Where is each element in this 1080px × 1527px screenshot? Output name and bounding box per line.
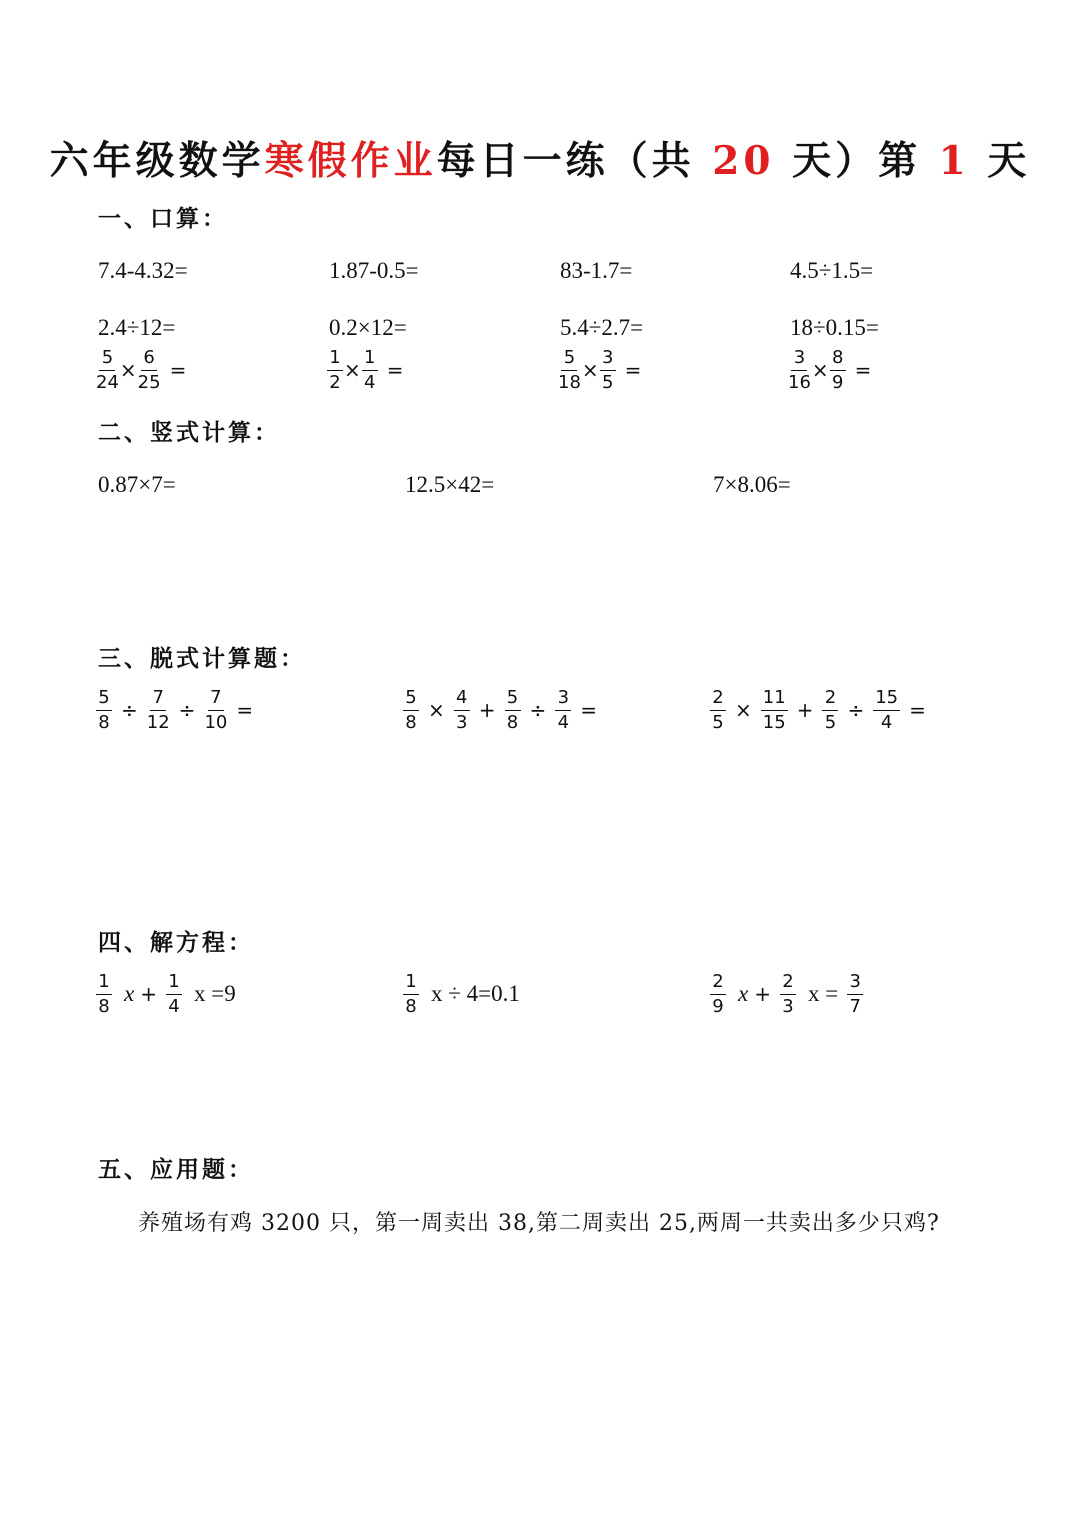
title-highlight: 寒假作业 <box>264 138 437 184</box>
oral-problem: 2.4÷12= <box>98 315 176 340</box>
fraction: $\frac{15}{4}$ <box>875 687 899 733</box>
title-days-total: 20 <box>712 138 775 184</box>
word-problem-text: 养殖场有鸡 3200 只，第一周卖出 38,第二周卖出 25,两周一共卖出多少只鸡? <box>138 1211 940 1236</box>
operator: ÷ <box>847 698 865 723</box>
fraction: $\frac{3}{16}$ <box>788 347 811 393</box>
times-sign: × <box>581 358 599 383</box>
equation-middle: x = <box>807 981 839 1007</box>
section-heading-word-problem: 五、应用题： <box>98 1156 254 1183</box>
equation <box>710 972 863 1017</box>
fraction: $\frac{5}{18}$ <box>558 347 581 393</box>
oral-fraction-problem <box>558 348 650 393</box>
fraction: $\frac{3}{7}$ <box>847 972 863 1017</box>
operator: + <box>796 698 814 723</box>
page-title <box>0 130 1080 186</box>
oral-fraction-problem <box>96 348 195 393</box>
operator: + <box>478 698 496 723</box>
fraction: $\frac{1}{2}$ <box>327 348 343 393</box>
equation <box>403 972 525 1017</box>
fraction: $\frac{2}{3}$ <box>780 972 796 1017</box>
fraction: $\frac{7}{10}$ <box>204 687 228 733</box>
oral-problem: 18÷0.15= <box>790 315 879 340</box>
stepwise-problem <box>710 688 935 733</box>
operator: ÷ <box>529 698 547 723</box>
equals-sign: = <box>580 698 598 723</box>
equation <box>96 972 241 1017</box>
stepwise-problem <box>403 688 606 733</box>
fraction: $\frac{5}{8}$ <box>505 688 521 733</box>
operator: ÷ <box>178 698 196 723</box>
title-part-1: 六年级数学 <box>49 138 265 184</box>
title-part-4: 天）第 <box>774 138 939 184</box>
stepwise-problem <box>96 688 262 733</box>
fraction: $\frac{2}{5}$ <box>822 688 838 733</box>
fraction: $\frac{1}{8}$ <box>403 972 419 1017</box>
oral-problem: 83-1.7= <box>560 258 633 283</box>
fraction: $\frac{2}{5}$ <box>710 688 726 733</box>
title-part-5: 天 <box>969 138 1031 184</box>
vertical-problem: 0.87×7= <box>98 472 176 497</box>
fraction: $\frac{1}{4}$ <box>166 972 182 1017</box>
oral-problem: 4.5÷1.5= <box>790 258 874 283</box>
oral-problem: 5.4÷2.7= <box>560 315 644 340</box>
operator: + <box>754 982 771 1007</box>
times-sign: × <box>811 358 829 383</box>
fraction: $\frac{7}{12}$ <box>146 687 170 733</box>
variable: x <box>124 981 135 1007</box>
equals-sign: = <box>236 698 254 723</box>
operator: + <box>140 982 157 1007</box>
fraction: $\frac{5}{8}$ <box>96 688 112 733</box>
equals-sign: = <box>386 358 404 383</box>
equals-sign: = <box>909 698 926 723</box>
oral-problem: 7.4-4.32= <box>98 258 188 283</box>
fraction: $\frac{5}{8}$ <box>403 688 419 733</box>
equation-tail: x =9 <box>193 981 236 1007</box>
oral-problem: 0.2×12= <box>329 315 407 340</box>
operator: ÷ <box>121 698 138 723</box>
fraction: $\frac{6}{25}$ <box>137 347 161 393</box>
operator: × <box>735 698 752 723</box>
equals-sign: = <box>854 358 872 383</box>
section-heading-oral: 一、口算： <box>98 205 228 232</box>
fraction: $\frac{11}{15}$ <box>762 687 786 733</box>
fraction: $\frac{2}{9}$ <box>710 972 726 1017</box>
section-heading-equations: 四、解方程： <box>98 929 254 956</box>
operator: × <box>428 698 445 723</box>
title-day-number: 1 <box>938 138 970 184</box>
equals-sign: = <box>624 358 642 383</box>
fraction: $\frac{8}{9}$ <box>830 348 846 393</box>
oral-problem: 1.87-0.5= <box>329 258 419 283</box>
variable: x <box>738 981 749 1007</box>
oral-fraction-problem <box>788 348 880 393</box>
section-heading-vertical: 二、竖式计算： <box>98 419 280 446</box>
oral-fraction-problem <box>327 348 413 393</box>
fraction: $\frac{1}{8}$ <box>96 972 112 1017</box>
vertical-problem: 12.5×42= <box>405 472 495 497</box>
fraction: $\frac{3}{4}$ <box>555 688 571 733</box>
fraction: $\frac{1}{4}$ <box>362 348 378 393</box>
title-part-3: 每日一练（共 <box>436 138 713 184</box>
fraction: $\frac{3}{5}$ <box>600 348 616 393</box>
fraction: $\frac{4}{3}$ <box>454 688 470 733</box>
times-sign: × <box>119 358 137 383</box>
fraction: $\frac{5}{24}$ <box>96 347 119 393</box>
section-heading-stepwise: 三、脱式计算题： <box>98 645 306 672</box>
equation-tail: x ÷ 4=0.1 <box>431 981 520 1007</box>
times-sign: × <box>344 358 361 383</box>
equals-sign: = <box>169 358 187 383</box>
vertical-problem: 7×8.06= <box>713 472 791 497</box>
